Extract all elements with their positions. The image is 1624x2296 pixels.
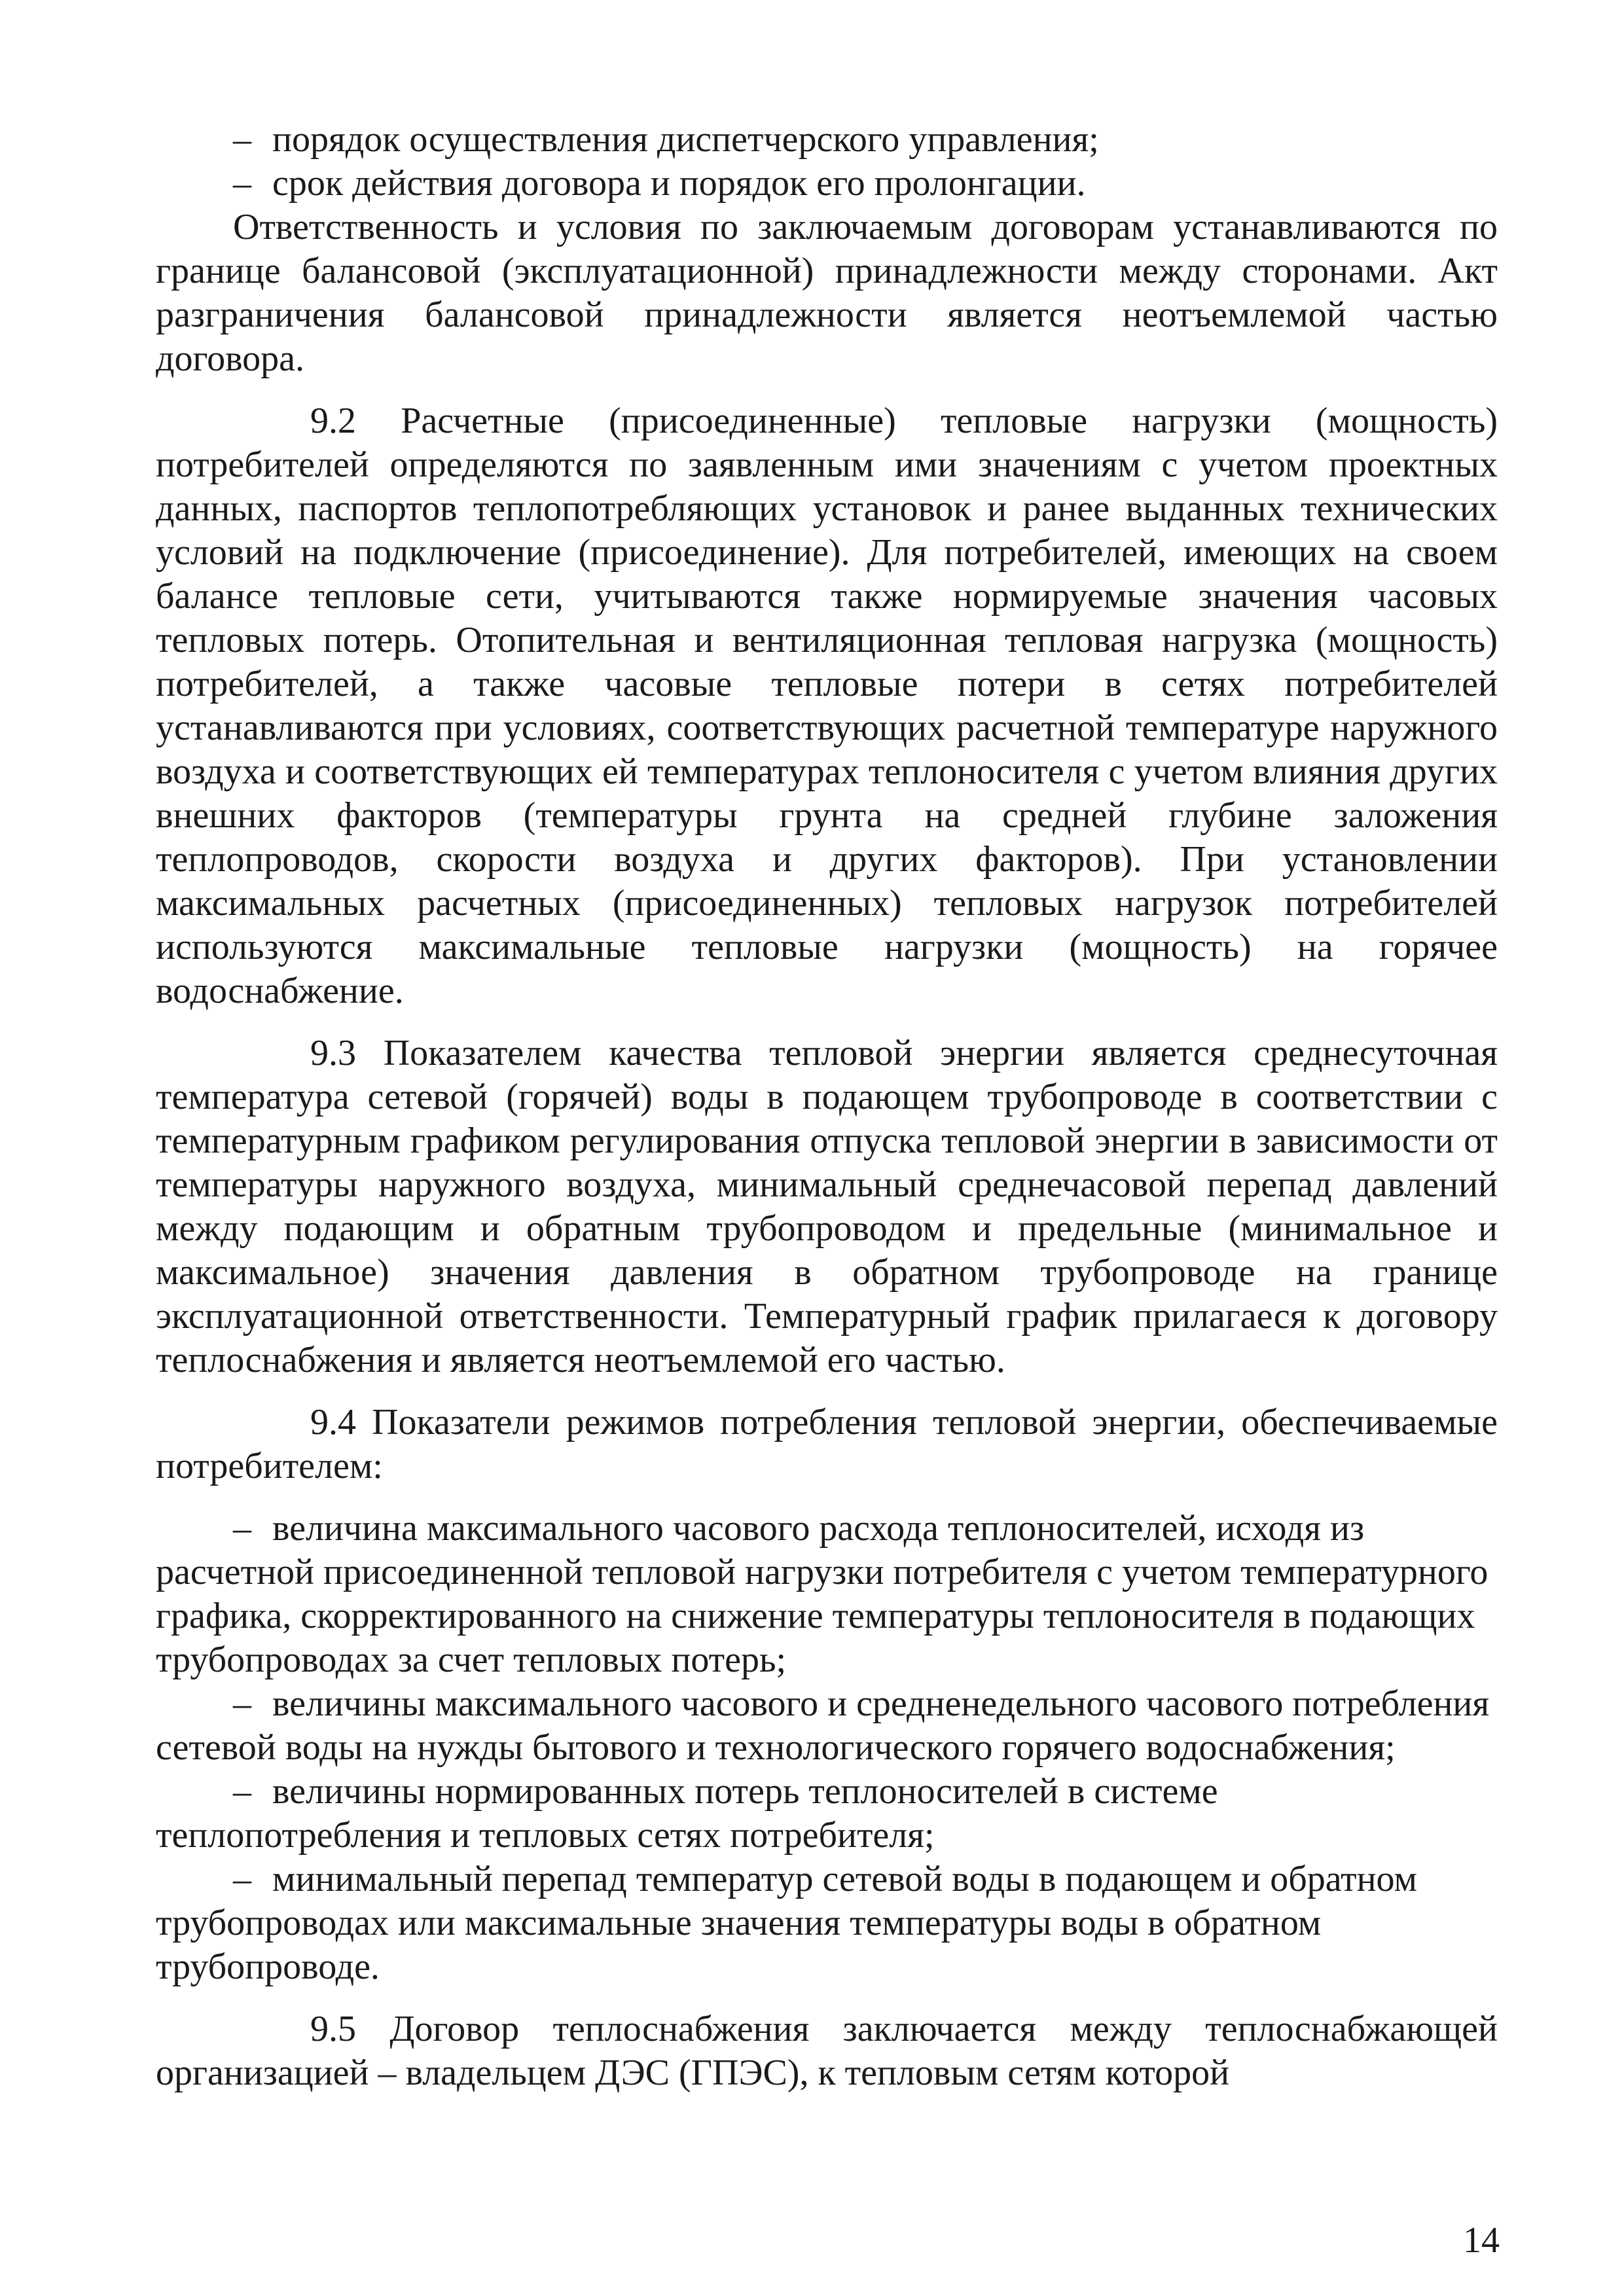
section-9-4 <box>156 1401 1498 1488</box>
section-number: 9.5 <box>310 2009 356 2049</box>
section-9-4-list <box>156 1507 1498 1989</box>
list-item <box>156 162 1498 206</box>
section-text: Показатели режимов потребления тепловой энергии, обеспечиваемые потребителем: <box>156 1402 1498 1486</box>
page-number: 14 <box>1463 2220 1500 2261</box>
section-text: Расчетные (присоединенные) тепловые нагрузки (мощность) потребителей определяются по заявленным ими значениям с учетом проектных данных, паспортов теплопотребляющих установок и ранее выданных технических условий на подключение (присоединение). Для потребителей, имеющих на своем балансе тепловые сети, учитываются также нормируемые значения часовых тепловых потерь. Отопительная и вентиляционная тепловая нагрузка (мощность) потребителей, а также часовые тепловые потери в сетях потребителей устанавливаются при условиях, соответствующих расчетной температуре наружного воздуха и соответствующих ей температурах теплоносителя с учетом влияния других внешних факторов (температуры грунта на средней глубине заложения теплопроводов, скорости воздуха и других факторов). При установлении максимальных расчетных (присоединенных) тепловых нагрузок потребителей используются максимальные тепловые нагрузки (мощность) на горячее водоснабжение. <box>156 401 1498 1011</box>
list-item-text: порядок осуществления диспетчерского управления; <box>272 119 1099 160</box>
list-item-text: величины нормированных потерь теплоносителей в системе теплопотребления и тепловых сетях потребителя; <box>156 1771 1218 1856</box>
list-item-text: срок действия договора и порядок его пролонгации. <box>272 163 1086 204</box>
list-item-text: величина максимального часового расхода теплоносителей, исходя из расчетной присоединенной тепловой нагрузки потребителя с учетом температурного графика, скорректированного на снижение температуры теплоносителя в подающих трубопроводах за счет тепловых потерь; <box>156 1508 1489 1680</box>
dash-marker: – <box>233 1771 251 1812</box>
dash-marker: – <box>233 119 251 160</box>
section-number: 9.4 <box>310 1402 356 1443</box>
dash-marker: – <box>233 1683 251 1724</box>
dash-marker: – <box>233 1859 251 1899</box>
dash-marker: – <box>233 1508 251 1549</box>
dash-marker: – <box>233 163 251 204</box>
section-text: Показателем качества тепловой энергии является среднесуточная температура сетевой (горячей) воды в подающем трубопроводе в соответствии с температурным графиком регулирования отпуска тепловой энергии в зависимости от температуры наружного воздуха, минимальный среднечасовой перепад давлений между подающим и обратным трубопроводом и предельные (минимальное и максимальное) значения давления в обратном трубопроводе на границе эксплуатационной ответственности. Температурный график прилагаеся к договору теплоснабжения и является неотъемлемой его частью. <box>156 1033 1498 1380</box>
document-page <box>156 118 1498 2095</box>
list-item <box>156 1770 1498 1857</box>
section-9-3 <box>156 1031 1498 1382</box>
section-9-5 <box>156 2007 1498 2095</box>
list-item <box>156 1507 1498 1682</box>
section-number: 9.3 <box>310 1033 356 1073</box>
list-item <box>156 118 1498 162</box>
list-item <box>156 1857 1498 1989</box>
section-text: Договор теплоснабжения заключается между теплоснабжающей организацией – владельцем ДЭС (ГПЭС), к тепловым сетям которой <box>156 2009 1498 2093</box>
list-item-text: величины максимального часового и средненедельного часового потребления сетевой воды на нужды бытового и технологического горячего водоснабжения; <box>156 1683 1490 1768</box>
paragraph-responsibility: Ответственность и условия по заключаемым договорам устанавливаются по границе балансовой (эксплуатационной) принадлежности между сторонами. Акт разграничения балансовой принадлежности является неотъемлемой частью договора. <box>156 207 1498 379</box>
section-number: 9.2 <box>310 401 356 441</box>
list-item <box>156 1682 1498 1770</box>
section-9-2 <box>156 399 1498 1013</box>
list-item-text: минимальный перепад температур сетевой воды в подающем и обратном трубопроводах или максимальные значения температуры воды в обратном трубопроводе. <box>156 1859 1417 1987</box>
